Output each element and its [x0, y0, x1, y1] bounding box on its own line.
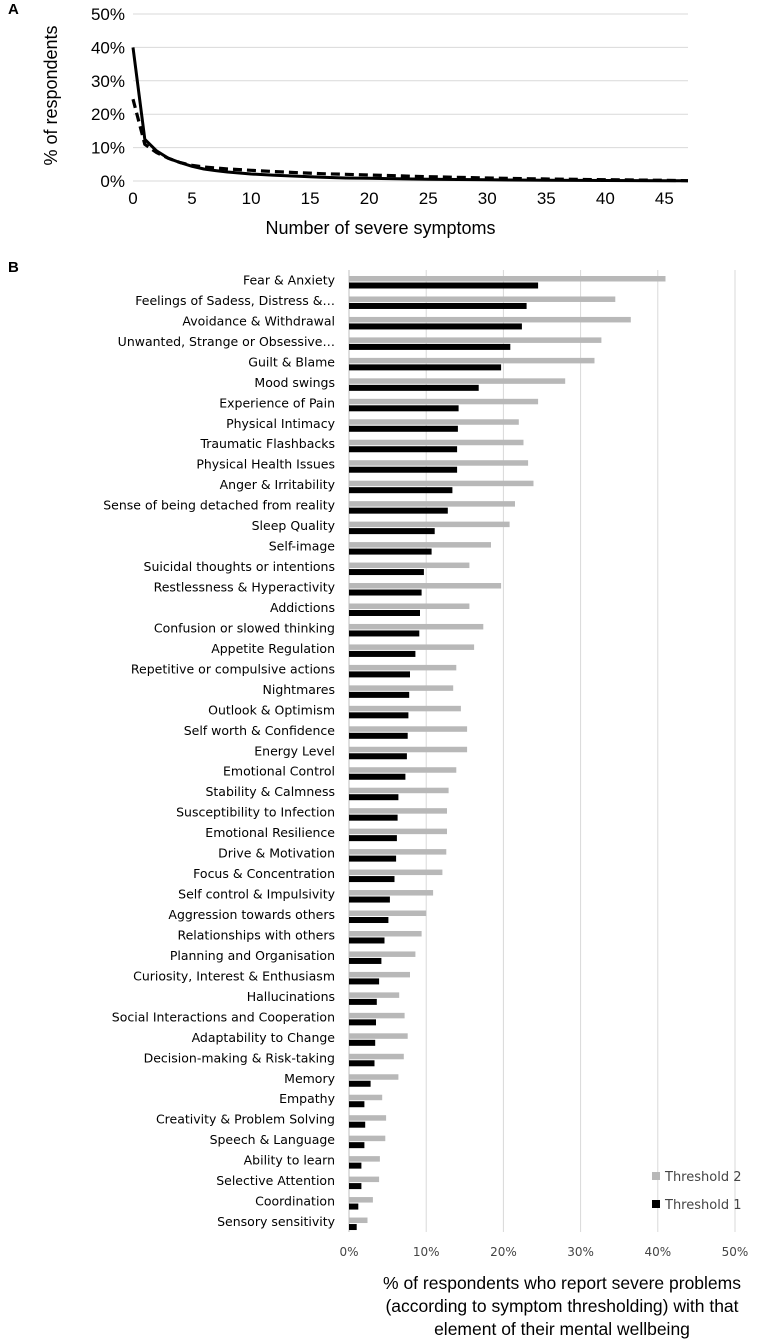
category-label: Appetite Regulation: [211, 640, 335, 656]
bar-threshold-2: [349, 378, 565, 384]
category-label: Creativity & Problem Solving: [155, 1111, 335, 1127]
bar-threshold-1: [349, 692, 409, 698]
category-label: Nightmares: [262, 681, 335, 697]
category-label: Physical Health Issues: [196, 456, 335, 472]
bar-threshold-1: [349, 1081, 371, 1087]
x-tick-label: 50%: [721, 1245, 749, 1259]
bar-threshold-1: [349, 1122, 365, 1128]
bar-threshold-1: [349, 1060, 375, 1066]
bar-threshold-2: [349, 358, 595, 364]
legend-swatch-threshold-1: [652, 1200, 660, 1208]
bar-threshold-1: [349, 283, 538, 289]
bar-threshold-2: [349, 726, 467, 732]
bar-threshold-1: [349, 815, 398, 821]
category-label: Decision-making & Risk-taking: [143, 1050, 335, 1066]
bar-threshold-2: [349, 1156, 380, 1162]
bar-threshold-1: [349, 774, 405, 780]
bar-threshold-1: [349, 671, 410, 677]
category-label: Sensory sensitivity: [217, 1214, 335, 1230]
bar-threshold-1: [349, 1224, 357, 1230]
category-label: Fear & Anxiety: [242, 272, 335, 288]
category-label: Empathy: [279, 1091, 335, 1107]
category-label: Restlessness & Hyperactivity: [153, 579, 335, 595]
bar-threshold-1: [349, 344, 510, 350]
bar-threshold-1: [349, 405, 459, 411]
bar-threshold-2: [349, 1074, 398, 1080]
bar-threshold-2: [349, 931, 422, 937]
bar-threshold-1: [349, 1101, 364, 1107]
bar-threshold-2: [349, 1197, 373, 1203]
x-tick-label: 30: [477, 189, 497, 208]
x-tick-label: 45: [654, 189, 674, 208]
y-tick-label: 20%: [90, 105, 125, 125]
category-label: Drive & Motivation: [218, 845, 335, 861]
bar-threshold-1: [349, 1142, 364, 1148]
bar-threshold-1: [349, 978, 379, 984]
x-tick-label: 10%: [412, 1245, 440, 1259]
bar-threshold-1: [349, 712, 408, 718]
category-label: Focus & Concentration: [193, 866, 335, 882]
bar-threshold-2: [349, 317, 631, 323]
category-label: Mood swings: [254, 374, 335, 390]
x-axis-title-line: (according to symptom thresholding) with that: [385, 1296, 739, 1316]
category-label: Coordination: [255, 1193, 335, 1209]
y-tick-label: 10%: [90, 138, 125, 158]
legend-label-threshold-2: Threshold 2: [665, 1170, 742, 1185]
bar-threshold-2: [349, 522, 510, 528]
x-tick-label: 25: [418, 189, 438, 208]
y-tick-label: 40%: [90, 38, 125, 58]
category-label: Curiosity, Interest & Enthusiasm: [133, 968, 335, 984]
category-label: Addictions: [269, 599, 335, 615]
panel-a-chart: [41, 5, 688, 238]
bar-threshold-1: [349, 835, 397, 841]
bar-threshold-1: [349, 303, 527, 309]
bar-threshold-1: [349, 590, 422, 596]
bar-threshold-2: [349, 1136, 385, 1142]
category-label: Suicidal thoughts or intentions: [143, 559, 335, 575]
y-tick-label: 30%: [90, 71, 125, 91]
category-label: Memory: [284, 1070, 335, 1086]
bar-threshold-2: [349, 747, 467, 753]
category-label: Ability to learn: [243, 1152, 335, 1168]
category-label: Selective Attention: [216, 1173, 335, 1189]
x-tick-label: 5: [187, 189, 197, 208]
category-label: Experience of Pain: [219, 395, 335, 411]
category-label: Feelings of Sadess, Distress &…: [135, 292, 335, 308]
category-label: Traumatic Flashbacks: [200, 436, 335, 452]
x-tick-label: 20%: [490, 1245, 517, 1259]
bar-threshold-1: [349, 630, 419, 636]
x-tick-label: 15: [300, 189, 320, 208]
bar-threshold-2: [349, 440, 524, 446]
category-label: Guilt & Blame: [248, 354, 335, 370]
category-label: Relationships with others: [177, 927, 335, 943]
bar-threshold-1: [349, 856, 396, 862]
bar-threshold-1: [349, 385, 479, 391]
bar-threshold-2: [349, 788, 449, 794]
bar-threshold-2: [349, 829, 447, 835]
x-tick-label: 0%: [339, 1245, 359, 1259]
category-label: Energy Level: [254, 743, 335, 759]
bar-threshold-2: [349, 501, 515, 507]
bar-threshold-1: [349, 446, 457, 452]
y-axis-title: % of respondents: [41, 25, 61, 166]
bar-threshold-1: [349, 487, 452, 493]
category-label: Unwanted, Strange or Obsessive…: [117, 333, 335, 349]
bar-threshold-2: [349, 1013, 405, 1019]
category-label: Susceptibility to Infection: [176, 804, 335, 820]
panel-b-chart: [103, 270, 748, 1339]
bar-threshold-2: [349, 972, 410, 978]
bar-threshold-2: [349, 542, 491, 548]
panel-b-letter: B: [8, 259, 19, 276]
panel-a-letter: A: [8, 1, 19, 18]
bar-threshold-2: [349, 911, 426, 917]
bar-threshold-2: [349, 583, 501, 589]
bar-threshold-2: [349, 685, 453, 691]
bar-threshold-2: [349, 296, 615, 302]
bar-threshold-1: [349, 364, 501, 370]
bar-threshold-1: [349, 794, 398, 800]
bar-threshold-1: [349, 937, 385, 943]
bar-threshold-2: [349, 481, 534, 487]
category-label: Outlook & Optimism: [208, 702, 335, 718]
category-label: Anger & Irritability: [219, 477, 335, 493]
x-axis-title-line: element of their mental wellbeing: [434, 1319, 690, 1339]
series-threshold-2-line: [133, 99, 688, 181]
category-label: Self worth & Confidence: [183, 722, 335, 738]
x-tick-label: 40: [595, 189, 615, 208]
x-axis-title-line: % of respondents who report severe problems: [383, 1273, 741, 1293]
bar-threshold-1: [349, 549, 432, 555]
bar-threshold-2: [349, 563, 469, 569]
bar-threshold-2: [349, 1177, 379, 1183]
bar-threshold-1: [349, 651, 415, 657]
bar-threshold-2: [349, 1218, 368, 1224]
bar-threshold-2: [349, 767, 456, 773]
category-label: Repetitive or compulsive actions: [130, 661, 335, 677]
bar-threshold-1: [349, 1019, 376, 1025]
category-label: Emotional Resilience: [205, 825, 335, 841]
bar-threshold-1: [349, 753, 407, 759]
bar-threshold-2: [349, 1095, 382, 1101]
bar-threshold-2: [349, 992, 399, 998]
bar-threshold-1: [349, 917, 388, 923]
category-label: Stability & Calmness: [205, 784, 335, 800]
category-label: Speech & Language: [209, 1132, 335, 1148]
bar-threshold-2: [349, 706, 461, 712]
bar-threshold-2: [349, 1033, 408, 1039]
category-label: Sleep Quality: [251, 518, 335, 534]
x-tick-label: 30%: [567, 1245, 594, 1259]
x-tick-label: 35: [536, 189, 556, 208]
category-label: Aggression towards others: [168, 907, 335, 923]
x-tick-label: 40%: [644, 1245, 672, 1259]
bar-threshold-2: [349, 808, 447, 814]
category-label: Self control & Impulsivity: [178, 886, 335, 902]
category-label: Hallucinations: [246, 988, 335, 1004]
bar-threshold-2: [349, 890, 433, 896]
bar-threshold-1: [349, 467, 457, 473]
x-tick-label: 10: [241, 189, 261, 208]
category-label: Sense of being detached from reality: [103, 497, 335, 513]
bar-threshold-1: [349, 508, 448, 514]
bar-threshold-2: [349, 1115, 386, 1121]
category-label: Physical Intimacy: [226, 415, 335, 431]
bar-threshold-1: [349, 897, 390, 903]
legend-swatch-threshold-2: [652, 1172, 660, 1180]
bar-threshold-1: [349, 958, 381, 964]
bar-threshold-2: [349, 644, 474, 650]
y-tick-label: 50%: [90, 5, 125, 24]
y-tick-label: 0%: [100, 172, 125, 191]
bar-threshold-2: [349, 460, 528, 466]
bar-threshold-1: [349, 1183, 361, 1189]
bar-threshold-2: [349, 624, 483, 630]
category-label: Avoidance & Withdrawal: [182, 313, 335, 329]
bar-threshold-2: [349, 1054, 404, 1060]
bar-threshold-1: [349, 1040, 375, 1046]
category-label: Adaptability to Change: [191, 1029, 335, 1045]
category-label: Self-image: [268, 538, 335, 554]
x-axis-title: Number of severe symptoms: [265, 218, 496, 238]
bar-threshold-2: [349, 399, 538, 405]
category-label: Planning and Organisation: [169, 947, 335, 963]
bar-threshold-1: [349, 876, 395, 882]
bar-threshold-1: [349, 528, 435, 534]
bar-threshold-2: [349, 870, 442, 876]
bar-threshold-2: [349, 603, 469, 609]
x-tick-label: 20: [359, 189, 379, 208]
bar-threshold-1: [349, 569, 424, 575]
bar-threshold-2: [349, 276, 666, 282]
bar-threshold-1: [349, 1163, 361, 1169]
bar-threshold-2: [349, 849, 446, 855]
bar-threshold-2: [349, 337, 601, 343]
bar-threshold-1: [349, 1204, 358, 1210]
bar-threshold-1: [349, 426, 458, 432]
bar-threshold-1: [349, 733, 408, 739]
category-label: Confusion or slowed thinking: [153, 620, 335, 636]
bar-threshold-1: [349, 323, 522, 329]
bar-threshold-1: [349, 610, 420, 616]
category-label: Social Interactions and Cooperation: [111, 1009, 335, 1025]
bar-threshold-2: [349, 951, 415, 957]
bar-threshold-1: [349, 999, 377, 1005]
bar-threshold-2: [349, 419, 519, 425]
legend-label-threshold-1: Threshold 1: [665, 1198, 742, 1213]
bar-threshold-2: [349, 665, 456, 671]
category-label: Emotional Control: [223, 763, 335, 779]
x-tick-label: 0: [128, 189, 138, 208]
